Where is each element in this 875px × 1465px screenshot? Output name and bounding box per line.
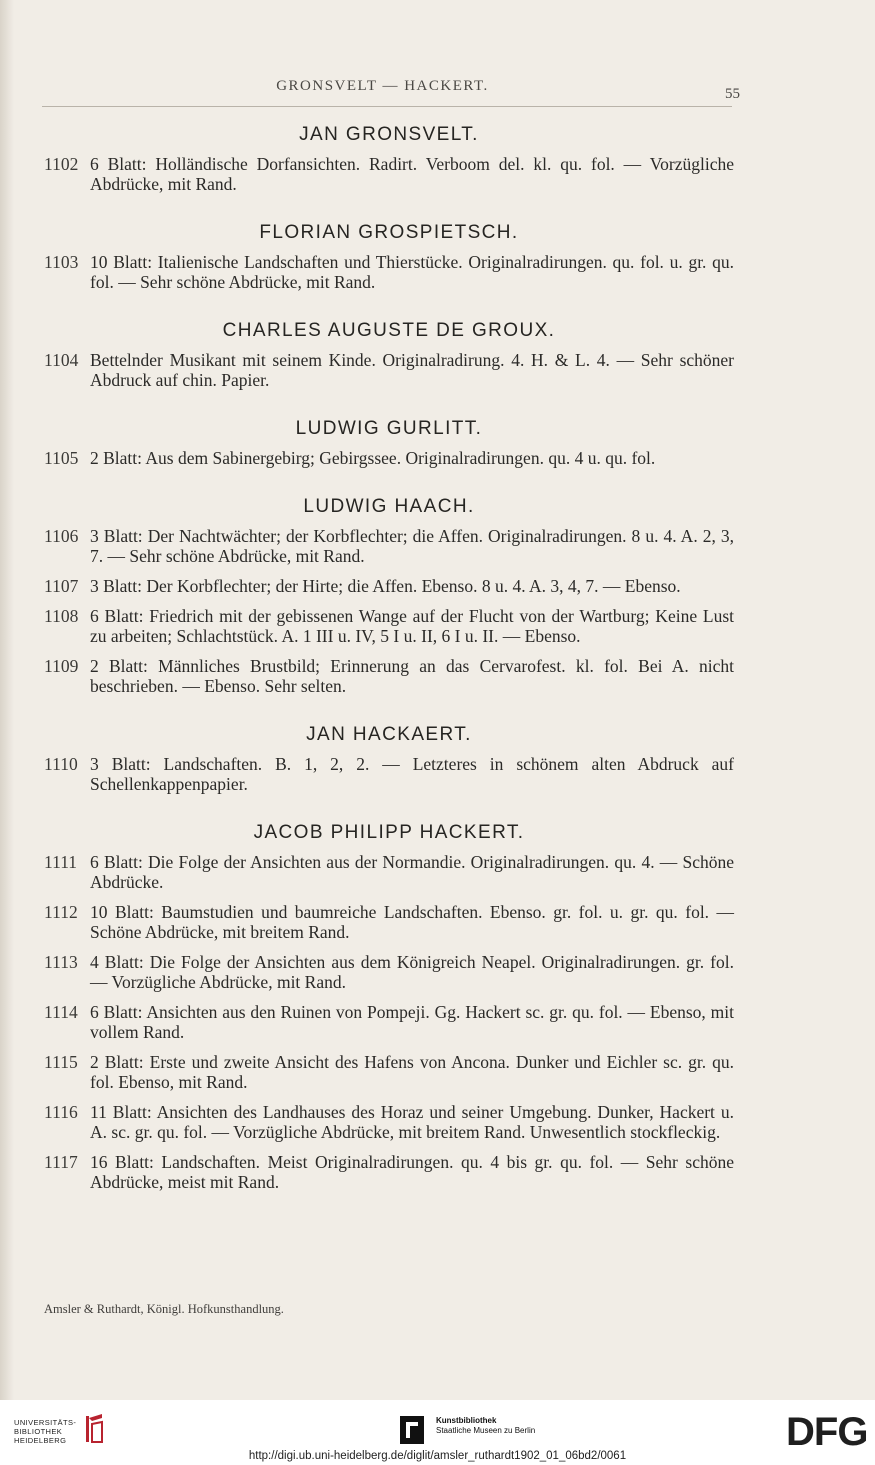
section-spacer <box>44 804 734 822</box>
artist-heading: JAN HACKAERT. <box>306 724 472 745</box>
catalogue-entry <box>44 1152 734 1192</box>
catalogue-content <box>44 124 734 1202</box>
lot-description: 2 Blatt: Erste und zweite Ansicht des Hafens von Ancona. Dunker und Eichler sc. gr. qu. fol. Ebenso, mit Rand. <box>90 1052 734 1092</box>
catalogue-entry <box>44 1052 734 1092</box>
lot-number: 1109 <box>44 656 79 676</box>
university-line-2: BIBLIOTHEK <box>14 1427 63 1436</box>
catalogue-entry <box>44 852 734 892</box>
lot-number: 1117 <box>44 1152 78 1172</box>
university-line-3: HEIDELBERG <box>14 1436 67 1445</box>
lot-number: 1107 <box>44 576 79 596</box>
lot-number: 1111 <box>44 852 78 872</box>
lot-number: 1110 <box>44 754 78 774</box>
lot-description: 11 Blatt: Ansichten des Landhauses des Horaz und seiner Umgebung. Dunker, Hackert u. A. sc. gr. qu. fol. — Vorzügliche Abdrücke, mit breitem Rand. Unwesentlich stockfleckig. <box>90 1102 734 1142</box>
section-spacer <box>44 204 734 222</box>
lot-description: 2 Blatt: Aus dem Sabinergebirg; Gebirgssee. Originalradirungen. qu. 4 u. qu. fol. <box>90 448 656 468</box>
lot-number: 1116 <box>44 1102 78 1122</box>
catalogue-entry <box>44 952 734 992</box>
lot-description: 2 Blatt: Männliches Brustbild; Erinnerung an das Cervarofest. kl. fol. Bei A. nicht beschrieben. — Ebenso. Sehr selten. <box>90 656 734 696</box>
lot-description: 3 Blatt: Landschaften. B. 1, 2, 2. — Letzteres in schönem alten Abdruck auf Schellenkappenpapier. <box>90 754 734 794</box>
artist-section <box>44 478 734 696</box>
kb-subtitle: Staatliche Museen zu Berlin <box>436 1426 536 1435</box>
kunstbibliothek-logo-icon <box>400 1416 424 1444</box>
catalogue-entry <box>44 576 734 596</box>
artist-heading: JAN GRONSVELT. <box>299 124 479 145</box>
catalogue-entry <box>44 1002 734 1042</box>
lot-description: 6 Blatt: Ansichten aus den Ruinen von Pompeji. Gg. Hackert sc. gr. qu. fol. — Ebenso, mit vollem Rand. <box>90 1002 734 1042</box>
lot-number: 1102 <box>44 154 79 174</box>
catalogue-entry <box>44 252 734 292</box>
lot-number: 1104 <box>44 350 79 370</box>
page-number: 55 <box>725 86 740 102</box>
lot-number: 1113 <box>44 952 78 972</box>
running-head: GRONSVELT — HACKERT. <box>276 78 489 94</box>
publisher-footer: Amsler & Ruthardt, Königl. Hofkunsthandlung. <box>44 1302 284 1316</box>
lot-description: 6 Blatt: Friedrich mit der gebissenen Wange auf der Flucht von der Wartburg; Keine Lust zu arbeiten; Schlachtstück. A. 1 III u. IV, 5 I u. II, 6 I u. II. — Ebenso. <box>90 606 734 646</box>
lot-number: 1105 <box>44 448 79 468</box>
section-spacer <box>44 706 734 724</box>
catalogue-entry <box>44 902 734 942</box>
dfg-logo: DFG <box>786 1410 868 1454</box>
catalogue-entry <box>44 1102 734 1142</box>
lot-number: 1112 <box>44 902 78 922</box>
lot-description: Bettelnder Musikant mit seinem Kinde. Originalradirung. 4. H. & L. 4. — Sehr schöner Abdruck auf chin. Papier. <box>90 350 734 390</box>
artist-heading: LUDWIG HAACH. <box>303 496 475 517</box>
header-rule <box>42 106 732 107</box>
catalogue-entry <box>44 656 734 696</box>
catalogue-entry <box>44 526 734 566</box>
artist-heading: FLORIAN GROSPIETSCH. <box>259 222 519 243</box>
lot-description: 6 Blatt: Holländische Dorfansichten. Radirt. Verboom del. kl. qu. fol. — Vorzügliche Abdrücke, mit Rand. <box>90 154 734 194</box>
kunstbibliothek-label <box>436 1416 535 1436</box>
artist-section <box>44 124 734 194</box>
lot-number: 1115 <box>44 1052 78 1072</box>
artist-section <box>44 400 734 468</box>
lot-number: 1108 <box>44 606 79 626</box>
lot-description: 3 Blatt: Der Nachtwächter; der Korbflechter; die Affen. Originalradirungen. 8 u. 4. A. 2, 3, 7. — Sehr schöne Abdrücke, mit Rand. <box>90 526 734 566</box>
section-spacer <box>44 400 734 418</box>
lot-description: 6 Blatt: Die Folge der Ansichten aus der Normandie. Originalradirungen. qu. 4. — Schöne Abdrücke. <box>90 852 734 892</box>
artist-heading: LUDWIG GURLITT. <box>295 418 483 439</box>
lot-description: 4 Blatt: Die Folge der Ansichten aus dem Königreich Neapel. Originalradirungen. gr. fol. — Vorzügliche Abdrücke, mit Rand. <box>90 952 734 992</box>
lot-description: 10 Blatt: Baumstudien und baumreiche Landschaften. Ebenso. gr. fol. u. gr. qu. fol. — Schöne Abdrücke, mit breitem Rand. <box>90 902 734 942</box>
artist-heading: JACOB PHILIPP HACKERT. <box>253 822 525 843</box>
artist-section <box>44 804 734 1192</box>
catalogue-entry <box>44 754 734 794</box>
catalogue-entry <box>44 350 734 390</box>
lot-number: 1103 <box>44 252 79 272</box>
lot-description: 10 Blatt: Italienische Landschaften und Thierstücke. Originalradirungen. qu. fol. u. gr. qu. fol. — Sehr schöne Abdrücke, mit Rand. <box>90 252 734 292</box>
page-binding-shadow <box>0 0 14 1400</box>
lot-description: 16 Blatt: Landschaften. Meist Originalradirungen. qu. 4 bis gr. qu. fol. — Sehr schöne Abdrücke, meist mit Rand. <box>90 1152 734 1192</box>
section-spacer <box>44 478 734 496</box>
catalogue-entry <box>44 606 734 646</box>
artist-heading: CHARLES AUGUSTE DE GROUX. <box>222 320 556 341</box>
artist-section <box>44 302 734 390</box>
catalogue-entry <box>44 154 734 194</box>
kb-title: Kunstbibliothek <box>436 1416 497 1425</box>
lot-number: 1114 <box>44 1002 78 1022</box>
section-spacer <box>44 302 734 320</box>
artist-section <box>44 204 734 292</box>
lot-number: 1106 <box>44 526 79 546</box>
artist-section <box>44 706 734 794</box>
university-line-1: UNIVERSITÄTS- <box>14 1418 77 1427</box>
heidelberg-library-name <box>14 1418 82 1445</box>
permalink-url[interactable]: http://digi.ub.uni-heidelberg.de/diglit/amsler_ruthardt1902_01_06bd2/0061 <box>248 1450 627 1462</box>
heidelberg-logo-icon <box>82 1412 106 1446</box>
lot-description: 3 Blatt: Der Korbflechter; der Hirte; die Affen. Ebenso. 8 u. 4. A. 3, 4, 7. — Ebenso. <box>90 576 681 596</box>
catalogue-entry <box>44 448 734 468</box>
